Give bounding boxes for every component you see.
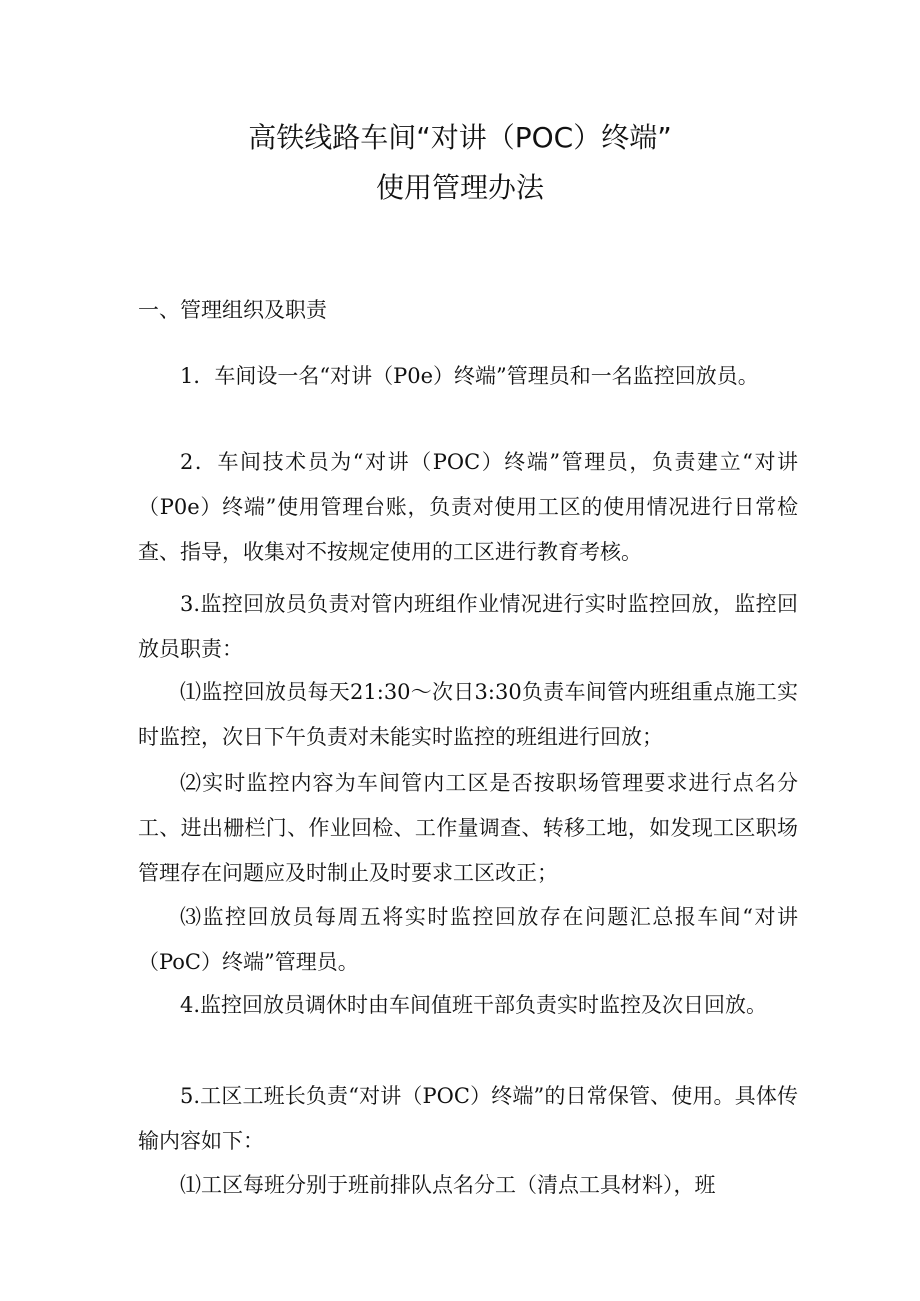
section-heading: 一、管理组织及职责 [138,298,327,322]
document-title-line1: 高铁线路车间“对讲（POC）终端” [248,121,672,154]
paragraph-3: 3.监控回放员负责对管内班组作业情况进行实时监控回放，监控回放员职责： [138,592,798,661]
paragraph-9: ⑴工区每班分别于班前排队点名分工（清点工具材料），班 [180,1173,716,1197]
paragraph-4: ⑴监控回放员每天21:30～次日3:30负责车间管内班组重点施工实时监控，次日下午负责对未能实时监控的班组进行回放； [138,680,798,749]
paragraph-6: ⑶监控回放员每周五将实时监控回放存在问题汇总报车间“对讲（PoC）终端”管理员。 [138,905,798,974]
paragraph-1: 1．车间设一名“对讲（P0e）终端”管理员和一名监控回放员。 [180,364,759,388]
paragraph-5: ⑵实时监控内容为车间管内工区是否按职场管理要求进行点名分工、进出栅栏门、作业回检、工作量调查、转移工地，如发现工区职场管理存在问题应及时制止及时要求工区改正； [138,771,798,885]
paragraph-2: 2．车间技术员为“对讲（POC）终端”管理员，负责建立“对讲（P0e）终端”使用管理台账，负责对使用工区的使用情况进行日常检查、指导，收集对不按规定使用的工区进行教育考核。 [138,450,798,564]
paragraph-7: 4.监控回放员调休时由车间值班干部负责实时监控及次日回放。 [180,993,768,1017]
document-title-line2: 使用管理办法 [375,171,544,204]
paragraph-8: 5.工区工班长负责“对讲（POC）终端”的日常保管、使用。具体传输内容如下： [138,1084,798,1153]
